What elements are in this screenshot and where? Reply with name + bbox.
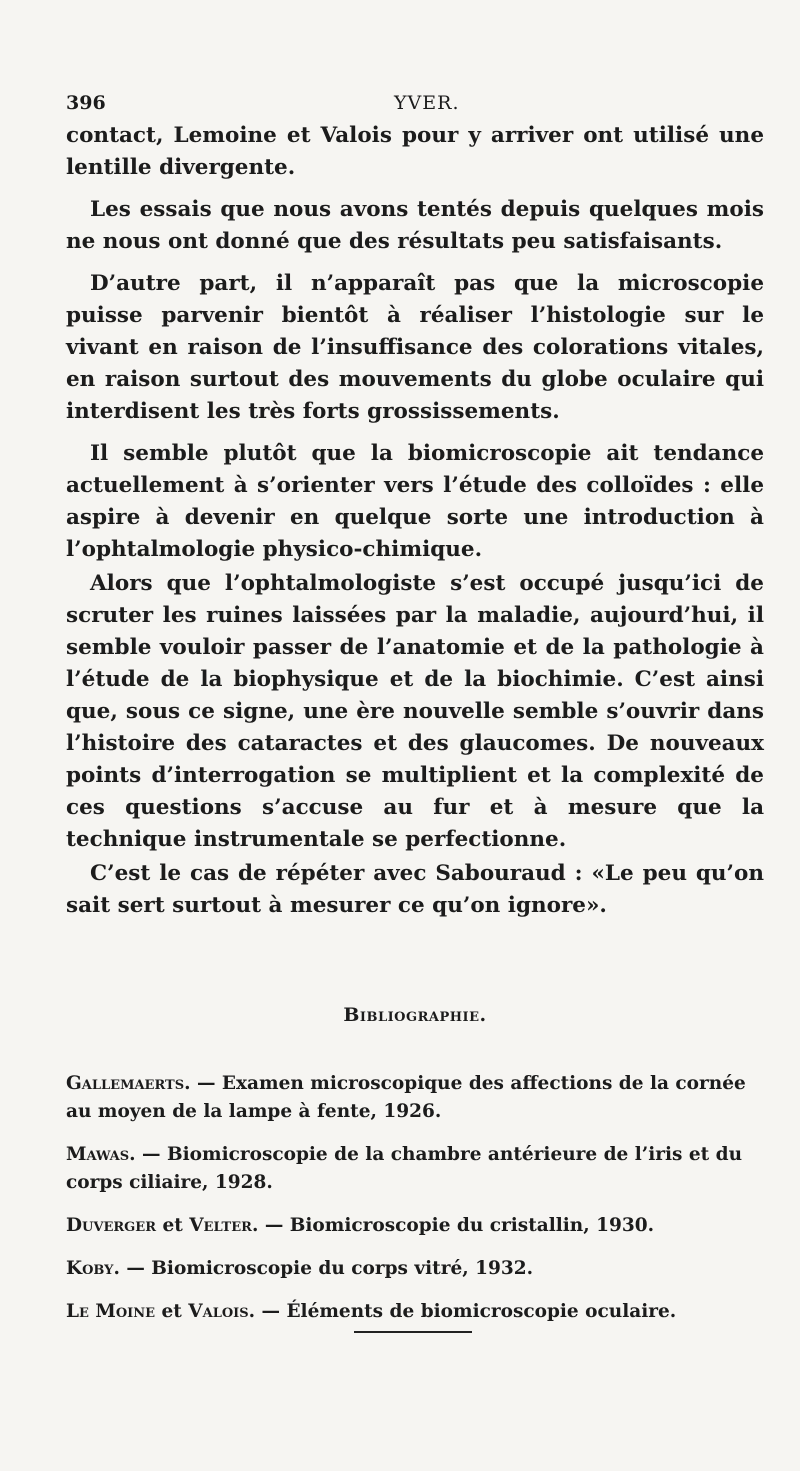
bibliography-entry — [66, 1070, 764, 1126]
bibliography-entry — [66, 1255, 764, 1283]
bibliography-entry — [66, 1141, 764, 1197]
author-name: Duverger — [66, 1215, 156, 1236]
author-name: Velter — [189, 1215, 252, 1236]
author-conjunction: et — [156, 1215, 190, 1236]
paragraph: Alors que l’ophtalmologiste s’est occupé jusqu’ici de scruter les ruines laissées par la maladie, aujourd’hui, il semble vouloir passer de l’anatomie et de la pathologie à l’étude de la biophysique et de la biochimie. C’est ainsi que, sous ce signe, une ère nouvelle semble s’ouvrir dans l’histoire des cataractes et des glaucomes. De nouveaux points d’interrogation se multiplient et la complexité de ces questions s’accuse au fur et à mesure que la technique instrumentale se perfectionne. — [66, 571, 764, 852]
entry-text: . — Éléments de biomicroscopie oculaire. — [248, 1301, 677, 1322]
bibliography-title: Bibliographie. — [343, 1004, 487, 1026]
closing-rule — [354, 1331, 472, 1333]
author-name: Koby — [66, 1258, 114, 1279]
author-name: Le Moine — [66, 1301, 156, 1322]
entry-text: . — Biomicroscopie du cristallin, 1930. — [251, 1215, 655, 1236]
entry-text: . — Biomicroscopie de la chambre antérieure de l’iris et du corps ciliaire, 1928. — [66, 1144, 743, 1193]
author-name: Valois — [188, 1301, 249, 1322]
entry-text: . — Biomicroscopie du corps vitré, 1932. — [113, 1258, 534, 1279]
paragraph: C’est le cas de répéter avec Sabouraud : «Le peu qu’on sait sert surtout à mesurer ce qu’on ignore». — [66, 861, 764, 918]
bibliography-list — [66, 1070, 764, 1326]
bibliography-entry — [66, 1212, 764, 1240]
page — [66, 88, 764, 1341]
author-name: Mawas — [66, 1144, 130, 1165]
paragraph: contact, Lemoine et Valois pour y arriver ont utilisé une lentille divergente. — [66, 123, 764, 180]
running-title: YVER. — [394, 92, 460, 114]
running-header — [66, 88, 764, 120]
body-text — [66, 120, 764, 922]
paragraph: D’autre part, il n’apparaît pas que la microscopie puisse parvenir bientôt à réaliser l’histologie sur le vivant en raison de l’insuffisance des colorations vitales, en raison surtout des mouvements du globe oculaire qui interdisent les très forts grossissements. — [66, 271, 764, 424]
paragraph: Il semble plutôt que la biomicroscopie ait tendance actuellement à s’orienter vers l’étude des colloïdes : elle aspire à devenir en quelque sorte une introduction à l’ophtalmologie physico-chimique. — [66, 441, 764, 562]
author-conjunction: et — [155, 1301, 189, 1322]
author-name: Gallemaerts — [66, 1073, 185, 1094]
paragraph: Les essais que nous avons tentés depuis quelques mois ne nous ont donné que des résultats peu satisfaisants. — [66, 197, 764, 254]
entry-text: . — Examen microscopique des affections de la cornée au moyen de la lampe à fente, 1926. — [66, 1073, 746, 1122]
page-number: 396 — [66, 92, 106, 114]
bibliography-entry — [66, 1298, 764, 1326]
